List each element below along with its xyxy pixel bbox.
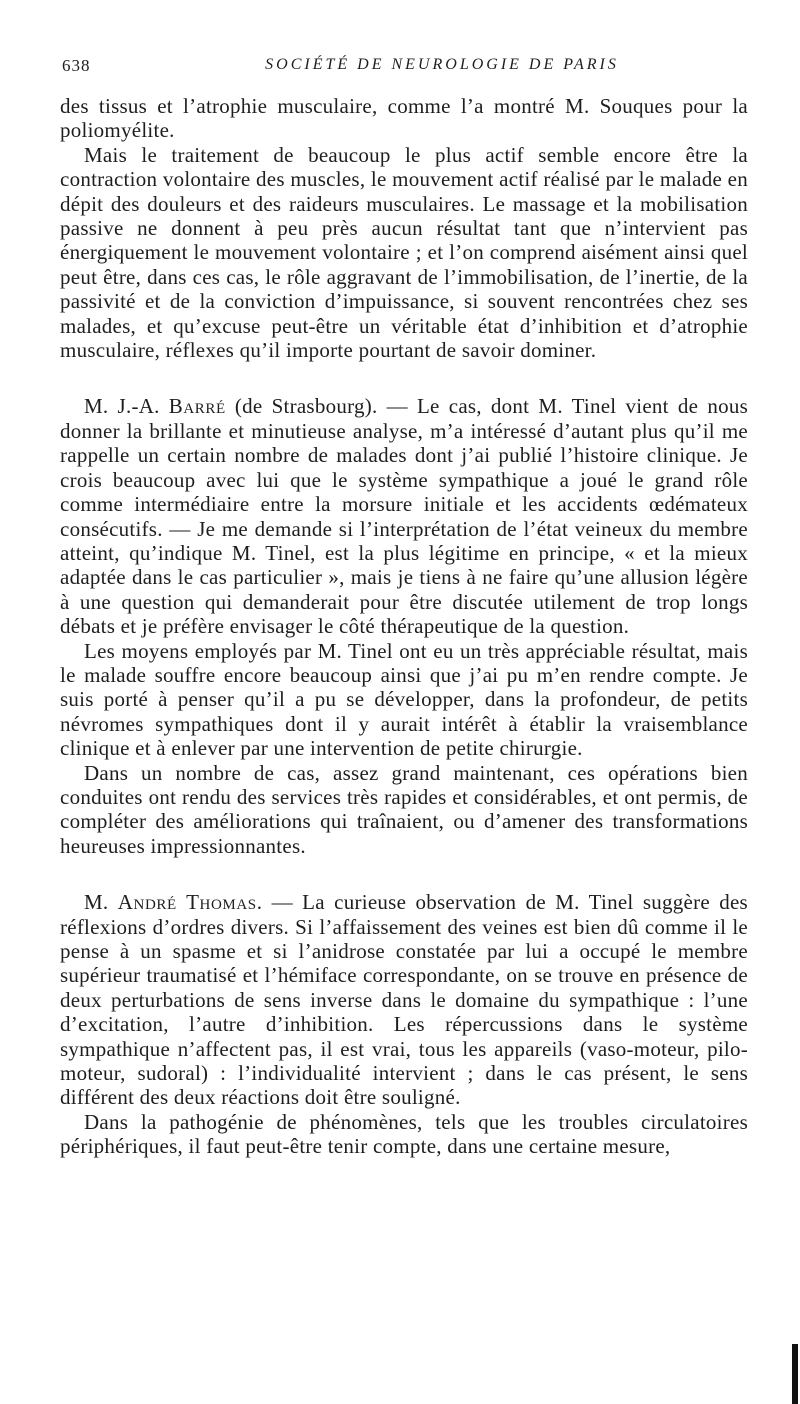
intervention-barre [60, 394, 748, 638]
speaker-suffix: (de Strasbourg). [225, 394, 378, 419]
paragraph: Dans la pathogénie de phénomènes, tels que les troubles circulatoires périphériques, il faut peut-être tenir compte, dans une certaine mesure, [60, 1109, 748, 1159]
running-head [62, 56, 742, 82]
intervention-text: — La curieuse observation de M. Tinel suggère des réflexions d’ordres divers. Si l’affaissement des veines est bien dû comme il le pense à un spasme et si l’anidrose constatée par lui a occupé le membre supérieur traumatisé et l’hémiface correspondante, on se trouve en présence de deux perturbations de sens inverse dans le domaine du sympathique : l’une d’excitation, l’autre d’inhibition. Les répercussions dans le système sympathique n’affectent pas, il est vrai, tous les appareils (vaso-moteur, pilo-moteur, sudoral) : l’individualité intervient ; dans le cas présent, le sens différent des deux réactions doit être souligné. [60, 890, 748, 1110]
intervention-thomas [60, 890, 748, 1110]
speaker-prefix: M. J.-A. [84, 394, 169, 419]
paragraph: Dans un nombre de cas, assez grand maintenant, ces opérations bien conduites ont rendu des services très rapides et considérables, et ont permis, de compléter des améliorations qui traînaient, ou d’amener des transformations heureuses impressionnantes. [60, 760, 748, 858]
speaker-name: Barré [168, 394, 226, 419]
paragraph: des tissus et l’atrophie musculaire, comme l’a montré M. Souques pour la poliomyélite. [60, 94, 748, 143]
body-text [60, 94, 748, 1159]
journal-title: SOCIÉTÉ DE NEUROLOGIE DE PARIS [265, 56, 619, 73]
speaker-name: André Thomas [117, 890, 257, 915]
speaker-prefix: M. [84, 890, 118, 915]
paragraph: Les moyens employés par M. Tinel ont eu un très appréciable résultat, mais le malade souffre encore beaucoup ainsi que j’ai pu m’en rendre compte. Je suis porté à penser qu’il a pu se développer, dans la profondeur, de petits névromes sympathiques dont il y aurait intérêt à établir la vraisemblance clinique et à enlever par une intervention de petite chirurgie. [60, 638, 748, 761]
page-number: 638 [62, 56, 91, 75]
paragraph: Mais le traitement de beaucoup le plus actif semble encore être la contraction volontaire des muscles, le mouvement actif réalisé par le malade en dépit des douleurs et des raideurs musculaires. Le massage et la mobilisation passive ne donnent à peu près aucun résultat tant que n’intervient pas énergiquement le mouvement volontaire ; et l’on comprend aisément ainsi quel peut être, dans ces cas, le rôle aggravant de l’immobilisation, de l’inertie, de la passivité et de la conviction d’impuissance, si souvent rencontrées chez ses malades, et qu’excuse peut-être un véritable état d’inhibition et d’atrophie musculaire, réflexes qu’il importe pourtant de savoir dominer. [60, 142, 748, 363]
speaker-label [84, 394, 377, 418]
speaker-label [84, 890, 262, 914]
speaker-suffix: . [256, 890, 263, 915]
intervention-text: — Le cas, dont M. Tinel vient de nous donner la brillante et minutieuse analyse, m’a intéressé d’autant plus qu’il me rappelle un certain nombre de malades dont j’ai publié l’histoire clinique. Je crois beaucoup avec lui que le système sympathique a joué le grand rôle comme intermédiaire entre la morsure initiale et les accidents œdémateux consécutifs. — Je me demande si l’interprétation de l’état veineux du membre atteint, qu’indique M. Tinel, est la plus légitime en principe, « et la mieux adaptée dans le cas particulier », mais je tiens à ne faire qu’une allusion légère à une question qui demanderait pour être discutée utilement de trop longs débats et je préfère envisager le côté thérapeutique de la question. [60, 394, 749, 639]
scan-edge-mark [792, 1344, 798, 1404]
